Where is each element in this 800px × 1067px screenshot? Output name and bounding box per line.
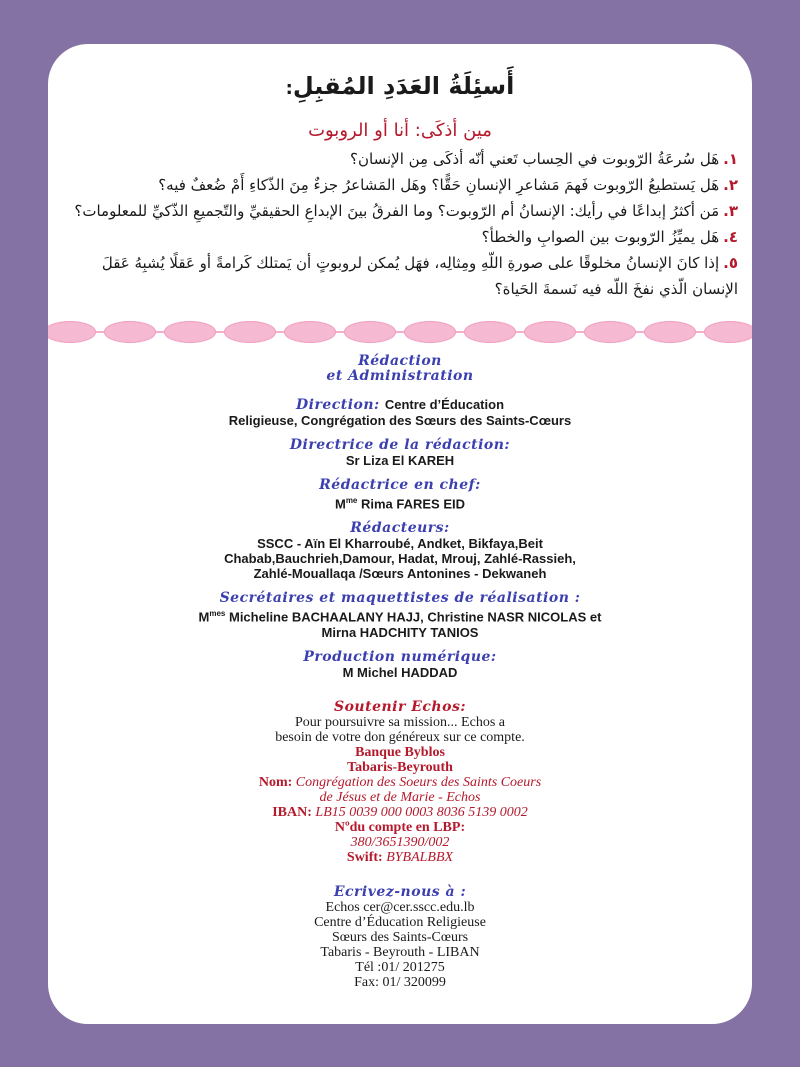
divider-oval: [48, 321, 96, 343]
secretaires-label: Secrétaires et maquettistes de réalisation :: [219, 590, 581, 607]
question-item: [58, 198, 738, 224]
redactrice-sup: me: [345, 496, 358, 505]
direction-line2: Religieuse, Congrégation des Sœurs des Saints-Cœurs: [228, 413, 572, 428]
question-number: ١.: [723, 150, 738, 168]
questions-title-text: أَسئِلَةُ العَدَدِ المُقبِلِ: [292, 72, 515, 100]
divider-oval: [704, 321, 752, 343]
secretaires-sup: mes: [209, 609, 226, 619]
oval-divider: [48, 316, 752, 348]
production-name: M Michel HADDAD: [342, 664, 458, 680]
contact-email[interactable]: Echos cer@cer.sscc.edu.lb: [325, 899, 475, 915]
contact-tel: Tél :01/ 201275: [355, 959, 445, 975]
contact-heading: Ecrivez-nous à :: [333, 883, 467, 900]
divider-oval: [464, 321, 516, 343]
iban-line: [48, 805, 752, 820]
question-item: [58, 172, 738, 198]
support-heading: Soutenir Echos:: [333, 698, 466, 715]
contact-line1: Centre d’Éducation Religieuse: [314, 914, 486, 930]
contact-fax: Fax: 01/ 320099: [354, 974, 446, 990]
redactrice-prefix: M: [334, 496, 346, 512]
support-line2: besoin de votre don généreux sur ce compte.: [275, 729, 525, 745]
colophon: [48, 354, 752, 990]
redaction-heading: Rédaction: [358, 353, 442, 369]
question-number: ٥.: [723, 254, 738, 272]
direction-block: [48, 394, 752, 413]
question-text: هَل يميِّزُ الرّوبوت بين الصوابِ والخطأ؟: [481, 228, 720, 246]
questions-title: [48, 72, 752, 100]
redacteurs-line3: Zahlé-Mouallaqa /Sœurs Antonines - Dekwaneh: [253, 566, 547, 582]
divider-oval: [224, 321, 276, 343]
question-item: [58, 224, 738, 250]
bank-branch: Tabaris-Beyrouth: [347, 759, 453, 775]
swift-label: Swift:: [346, 849, 383, 865]
support-line1: Pour poursuivre sa mission... Echos a: [295, 714, 505, 730]
divider-oval: [644, 321, 696, 343]
swift-line: [48, 850, 752, 865]
nom-label: Nom:: [258, 774, 293, 790]
account-number-value: 380/3651390/002: [350, 834, 450, 850]
divider-oval: [584, 321, 636, 343]
directrice-label: Directrice de la rédaction:: [289, 437, 511, 453]
directrice-name: Sr Liza El KAREH: [345, 453, 455, 468]
divider-oval: [104, 321, 156, 343]
iban-value: LB15 0039 000 0003 8036 5139 0002: [311, 804, 528, 820]
nom-value: Congrégation des Soeurs des Saints Coeurs: [292, 774, 542, 790]
bank-name: Banque Byblos: [355, 744, 445, 760]
secretaires-prefix: M: [198, 609, 210, 625]
contact-line2: Sœurs des Saints-Cœurs: [331, 929, 469, 945]
redaction-heading-2: et Administration: [326, 368, 474, 384]
question-number: ٢.: [723, 176, 738, 194]
direction-label: Direction:: [295, 397, 380, 413]
divider-oval: [344, 321, 396, 343]
questions-subtitle: مين أذكَى: أنا أو الروبوت: [308, 120, 492, 141]
secretaires-names: Micheline BACHAALANY HAJJ, Christine NASR NICOLAS et: [225, 609, 602, 625]
account-name-line2: de Jésus et de Marie - Echos: [319, 789, 481, 805]
divider-oval: [524, 321, 576, 343]
contact-line3: Tabaris - Beyrouth - LIBAN: [320, 944, 480, 960]
redacteurs-label: Rédacteurs:: [350, 520, 450, 537]
account-name-line1: [48, 775, 752, 790]
redacteurs-line1: SSCC - Aïn El Kharroubé, Andket, Bikfaya,Beit: [257, 536, 543, 552]
divider-oval: [404, 321, 456, 343]
direction-line1: Centre d’Éducation: [384, 397, 505, 412]
iban-label: IBAN:: [272, 804, 312, 820]
redacteurs-line2: Chabab,Bauchrieh,Damour, Hadat, Mrouj, Zahlé-Rassieh,: [224, 551, 576, 567]
question-number: ٣.: [723, 202, 738, 220]
secretaires-line1: [48, 606, 752, 624]
question-item: [58, 250, 738, 302]
production-label: Production numérique:: [303, 648, 497, 665]
questions-list: [58, 146, 738, 302]
question-number: ٤.: [723, 228, 738, 246]
redactrice-label: Rédactrice en chef:: [319, 477, 481, 493]
redactrice-name: Rima FARES EID: [357, 496, 466, 512]
divider-oval: [164, 321, 216, 343]
question-text: هَل سُرعَةُ الرّوبوت في الحِساب تَعني أنّه أذكَى مِن الإنسان؟: [350, 150, 720, 168]
question-text: هَل يَستطيعُ الرّوبوت فَهمَ مَشاعرِ الإنسانِ حَقًّا؟ وهَل المَشاعرُ جزءٌ مِنَ الذّكاءِ أَمْ ضُعفٌ فيه؟: [158, 176, 720, 194]
redactrice-name-line: [48, 493, 752, 511]
question-text: إذا كانَ الإنسانُ مخلوقًا على صورةِ اللّهِ ومِثالِه، فهَل يُمكن لروبوتٍ أن يَمتلك كَرامةً أو عَقلًا يُشبِهُ عَقلَ الإنسان الّذي نفخَ اللّه فيه نَسمةَ الحَياة؟: [101, 254, 738, 298]
divider-oval: [284, 321, 336, 343]
swift-value: BYBALBBX: [382, 849, 454, 865]
questions-title-colon: :: [285, 78, 293, 99]
question-item: [58, 146, 738, 172]
page-card: [48, 44, 752, 1024]
account-number-label: Nºdu compte en LBP:: [334, 819, 466, 835]
question-text: مَن أكثرُ إبداعًا في رأيك: الإنسانُ أم الرّوبوت؟ وما الفرقُ بينَ الإبداعِ الحقيقيِّ والتّجميعِ الذّكيِّ للمعلومات؟: [74, 202, 720, 220]
secretaires-line2: Mirna HADCHITY TANIOS: [321, 624, 479, 640]
